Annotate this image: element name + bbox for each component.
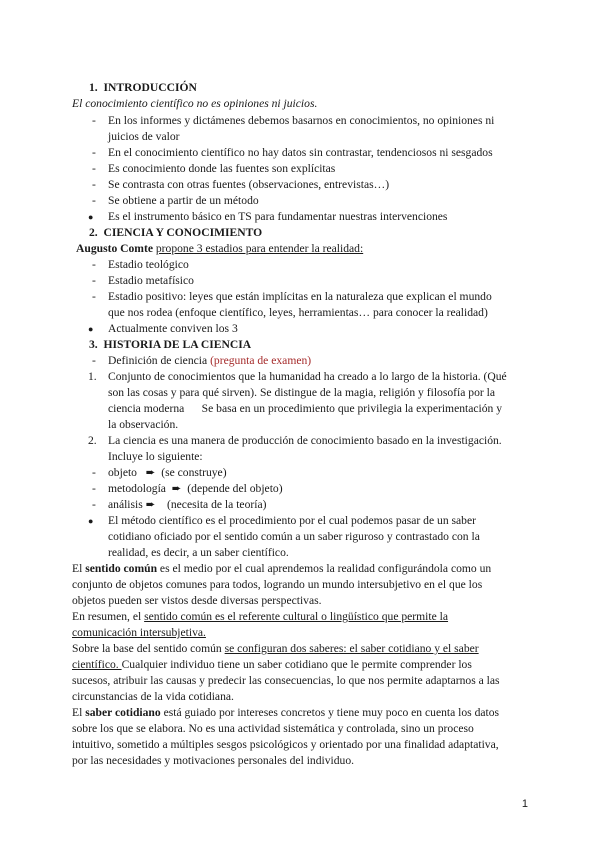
definition-line: Definición de ciencia (pregunta de examen)	[108, 354, 312, 367]
paragraph-line: circunstancias de la vida cotidiana.	[72, 690, 234, 703]
list-item: que nos rodea (enfoque científico, leyes, herramientas… para conocer la realidad)	[108, 306, 488, 319]
dash-marker: -	[92, 498, 96, 511]
list-item: Actualmente conviven los 3	[108, 322, 238, 335]
paragraph-line: El sentido común es el medio por el cual aprendemos la realidad configurándola como un	[72, 562, 492, 575]
numbered-item: ciencia moderna Se basa en un procedimiento que privilegia la experimentación y	[108, 402, 503, 415]
numbered-item: La ciencia es una manera de producción de conocimiento basado en la investigación.	[108, 434, 502, 447]
number-marker: 2.	[88, 434, 97, 447]
arrow-icon: ➨	[145, 466, 156, 479]
dash-marker: -	[92, 258, 96, 271]
numbered-item: Conjunto de conocimientos que la humanidad ha creado a lo largo de la historia. (Qué	[108, 370, 507, 383]
paragraph-line: científico. Cualquier individuo tiene un saber cotidiano que le permite comprender los	[72, 658, 472, 671]
paragraph-line: sucesos, atribuir las causas y predecir las consecuencias, lo que nos permite adaptarnos a las	[72, 674, 500, 687]
bullet-icon: ●	[88, 516, 94, 526]
paragraph-line: por las necesidades y motivaciones personales del individuo.	[72, 754, 355, 767]
dash-marker: -	[92, 354, 96, 367]
paragraph-line: conjunto de objetos comunes para todos, logrando un mundo intersubjetivo en el que los	[72, 578, 483, 591]
paragraph-line: intuitivo, sometido a múltiples sesgos psicológicos y orientado por una finalidad adaptativa,	[72, 738, 499, 751]
arrow-icon: ➨	[145, 498, 156, 511]
comte-line: Augusto Comte propone 3 estadios para entender la realidad:	[76, 242, 364, 255]
page-number: 1	[521, 798, 528, 810]
paragraph-line: Sobre la base del sentido común se configuran dos saberes: el saber cotidiano y el saber	[72, 642, 479, 655]
section-1-subtitle: El conocimiento científico no es opiniones ni juicios.	[72, 97, 318, 110]
paragraph-line: En resumen, el sentido común es el referente cultural o lingüístico que permite la	[72, 610, 449, 623]
list-item: En los informes y dictámenes debemos basarnos en conocimientos, no opiniones ni	[108, 114, 495, 127]
section-1-heading: 1. INTRODUCCIÓN	[89, 81, 197, 94]
bullet-icon: ●	[88, 212, 94, 222]
dash-marker: -	[92, 178, 96, 191]
section-3-heading: 3. HISTORIA DE LA CIENCIA	[89, 338, 252, 351]
list-item: Se obtiene a partir de un método	[108, 194, 259, 207]
dash-marker: -	[92, 290, 96, 303]
numbered-item: Incluye lo siguiente:	[108, 450, 203, 463]
list-item: Estadio teológico	[108, 258, 189, 271]
list-item-analisis: análisis ➨ (necesita de la teoría)	[108, 498, 267, 511]
dash-marker: -	[92, 274, 96, 287]
numbered-item: son las cosas y para qué sirven). Se distingue de la magia, religión y filosofía por la	[108, 386, 496, 399]
list-item: Estadio positivo: leyes que están implícitas en la naturaleza que explican el mundo	[108, 290, 492, 303]
dash-marker: -	[92, 162, 96, 175]
dash-marker: -	[92, 194, 96, 207]
list-item: Es conocimiento donde las fuentes son explícitas	[108, 162, 336, 175]
dash-marker: -	[92, 466, 96, 479]
list-item: El método científico es el procedimiento por el cual podemos pasar de un saber	[108, 514, 476, 527]
list-item: realidad, es decir, a un saber científico.	[108, 546, 289, 559]
section-2-heading: 2. CIENCIA Y CONOCIMIENTO	[89, 226, 263, 239]
list-item: En el conocimiento científico no hay datos sin contrastar, tendenciosos ni sesgados	[108, 146, 493, 159]
paragraph-line: objetos pueden ser vistos desde diversas perspectivas.	[72, 594, 322, 607]
list-item-objeto: objeto ➨ (se construye)	[108, 466, 227, 479]
list-item-metodologia: metodología ➨ (depende del objeto)	[108, 482, 283, 495]
list-item: Es el instrumento básico en TS para fundamentar nuestras intervenciones	[108, 210, 448, 223]
arrow-icon: ➨	[171, 482, 182, 495]
bullet-icon: ●	[88, 324, 94, 334]
paragraph-line: El saber cotidiano está guiado por intereses concretos y tiene muy poco en cuenta los datos	[72, 706, 500, 719]
list-item: Se contrasta con otras fuentes (observaciones, entrevistas…)	[108, 178, 390, 191]
dash-marker: -	[92, 482, 96, 495]
dash-marker: -	[92, 114, 96, 127]
number-marker: 1.	[88, 370, 97, 383]
list-item: cotidiano oficiado por el sentido común a un saber riguroso y contrastado con la	[108, 530, 480, 543]
numbered-item: la observación.	[108, 418, 179, 431]
dash-marker: -	[92, 146, 96, 159]
list-item: juicios de valor	[108, 130, 180, 143]
list-item: Estadio metafísico	[108, 274, 194, 287]
paragraph-line: sobre los que se elabora. No es una actividad sistemática y controlada, sino un proceso	[72, 722, 474, 735]
paragraph-line: comunicación intersubjetiva.	[72, 626, 206, 639]
